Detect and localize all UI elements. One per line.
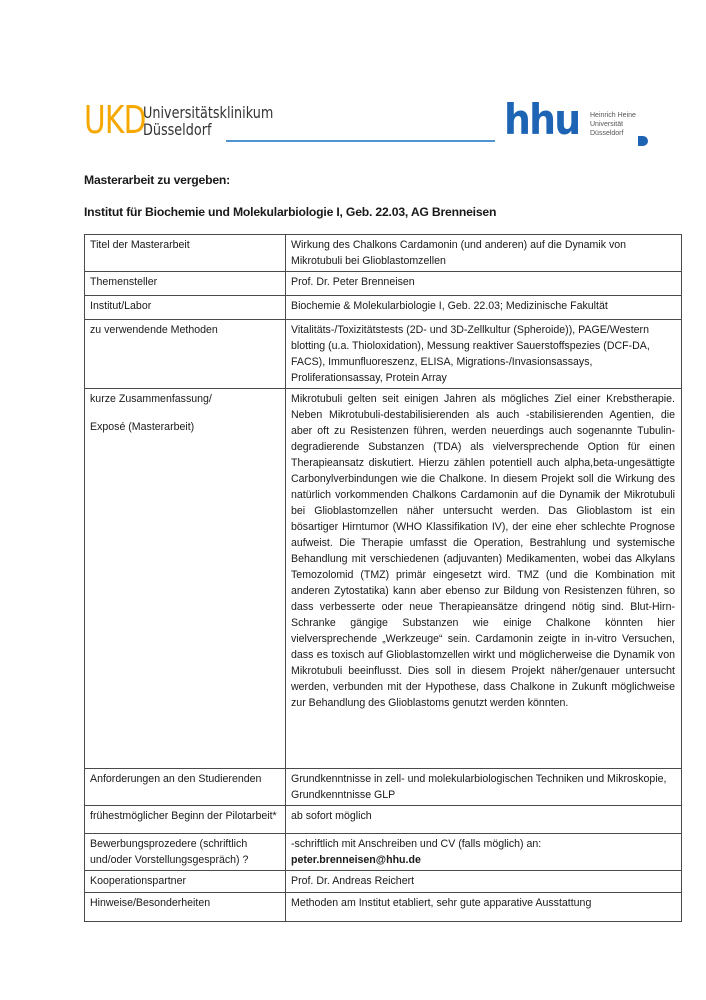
row-label: zu verwendende Methoden: [85, 320, 286, 389]
hhu-logo-mark: hhu: [504, 95, 580, 144]
row-value: Wirkung des Chalkons Cardamonin (und anderen) auf die Dynamik von Mikrotubuli bei Glioblastomzellen: [286, 235, 682, 272]
thesis-info-table: [84, 234, 682, 922]
hhu-logo-line1: Heinrich Heine: [590, 112, 636, 119]
document-title: Masterarbeit zu vergeben:: [84, 173, 231, 187]
row-value: Vitalitäts-/Toxizitätstests (2D- und 3D-Zellkultur (Spheroide)), PAGE/Western blotting (u.a. Thioloxidation), Messung reaktiver Sauerstoffspezies (DCF-DA, FACS), Immunfluoreszenz, ELISA, Migrations-/Invasionsassays, Proliferationsassay, Protein Array: [286, 320, 682, 389]
page-header: [84, 95, 650, 150]
table-row-supervisor: [85, 272, 682, 296]
row-label: Institut/Labor: [85, 296, 286, 320]
row-value: Prof. Dr. Andreas Reichert: [286, 871, 682, 893]
table-row-institute: [85, 296, 682, 320]
ukd-logo-line1: Universitätsklinikum: [143, 103, 274, 122]
table-row-summary: [85, 389, 682, 769]
row-value: Grundkenntnisse in zell- und molekularbiologischen Techniken und Mikroskopie, Grundkenntnisse GLP: [286, 769, 682, 806]
table-row-methods: [85, 320, 682, 389]
ukd-logo-mark: UKD: [84, 98, 146, 142]
hhu-logo: [504, 95, 636, 144]
table-row-requirements: [85, 769, 682, 806]
hhu-logo-line2: Universität: [590, 121, 624, 128]
ukd-logo: [84, 98, 306, 142]
row-value: [286, 834, 682, 871]
hhu-logo-text: [590, 111, 636, 138]
ukd-logo-text: [143, 104, 273, 138]
row-label: [85, 389, 286, 769]
row-label: Anforderungen an den Studierenden: [85, 769, 286, 806]
summary-text: Mikrotubuli gelten seit einigen Jahren als mögliches Ziel einer Krebstherapie. Neben Mikrotubuli-destabilisierenden als auch -stabilisierenden Agentien, die aber oft zu Resistenzen führen, werden neuerdings auch sogenannte Tubulin-degradierende Substanzen (TDA) als vielversprechende Option für einen Therapieansatz diskutiert. Hierzu zählen potentiell auch alpha,beta-ungesättigte Carbonylverbindungen wie die Chalkone. In diesem Projekt soll die Wirkung des natürlich vorkommenden Chalkons Cardamonin auf die Dynamik der Mikrotubuli bei Glioblastomzellen näher untersucht werden. Das Glioblastom ist ein bösartiger Hirntumor (WHO Klassifikation IV), der eine eher schlechte Prognose aufweist. Die Therapie umfasst die Operation, Bestrahlung und systemische Behandlung mit verschiedenen (adjuvanten) Medikamenten, wobei das Alkylans Temozolomid (TMZ) primär eingesetzt wird. TMZ (und die Kombination mit anderen Zytostatika) kann aber ebenso zur Bildung von Resistenzen führen, so dass verbesserte oder neue Therapieansätze dringend nötig sind. Blut-Hirn-Schranke gängige Substanzen wie einige Chalkone könnten hier vielversprechende „Werkzeuge“ sein. Cardamonin zeigte in in-vitro Versuchen, dass es toxisch auf Glioblastomzellen wirkt und möglicherweise die Dynamik von Mikrotubuli beeinflusst. Dies soll in diesem Projekt näher/genauer untersucht werden, verbunden mit der Hypothese, dass Chalkone in Zukunft möglichweise zur Behandlung des Glioblastoms genutzt werden könnten.: [286, 389, 682, 769]
hhu-logo-dot-icon: [638, 136, 648, 146]
table-row-application: [85, 834, 682, 871]
row-label: frühestmöglicher Beginn der Pilotarbeit*: [85, 806, 286, 834]
institute-heading: Institut für Biochemie und Molekularbiologie I, Geb. 22.03, AG Brenneisen: [84, 205, 497, 219]
row-label: Kooperationspartner: [85, 871, 286, 893]
row-label: Hinweise/Besonderheiten: [85, 893, 286, 922]
row-label: Titel der Masterarbeit: [85, 235, 286, 272]
hhu-logo-line3: Düsseldorf: [590, 130, 624, 137]
row-label: Themensteller: [85, 272, 286, 296]
summary-label-line2: Exposé (Masterarbeit): [90, 421, 195, 433]
contact-email-link[interactable]: peter.brenneisen@hhu.de: [291, 854, 421, 866]
application-instructions: -schriftlich mit Anschreiben und CV (falls möglich) an:: [291, 838, 542, 850]
table-row-title: [85, 235, 682, 272]
summary-label-line1: kurze Zusammenfassung/: [90, 393, 212, 405]
row-value: Biochemie & Molekularbiologie I, Geb. 22.03; Medizinische Fakultät: [286, 296, 682, 320]
row-value: ab sofort möglich: [286, 806, 682, 834]
header-divider-line: [226, 140, 495, 142]
row-value: Prof. Dr. Peter Brenneisen: [286, 272, 682, 296]
ukd-logo-line2: Düsseldorf: [143, 120, 212, 139]
table-row-cooperation-partner: [85, 871, 682, 893]
table-row-notes: [85, 893, 682, 922]
row-value: Methoden am Institut etabliert, sehr gute apparative Ausstattung: [286, 893, 682, 922]
row-label: Bewerbungsprozedere (schriftlich und/oder Vorstellungsgespräch) ?: [85, 834, 286, 871]
table-row-earliest-start: [85, 806, 682, 834]
